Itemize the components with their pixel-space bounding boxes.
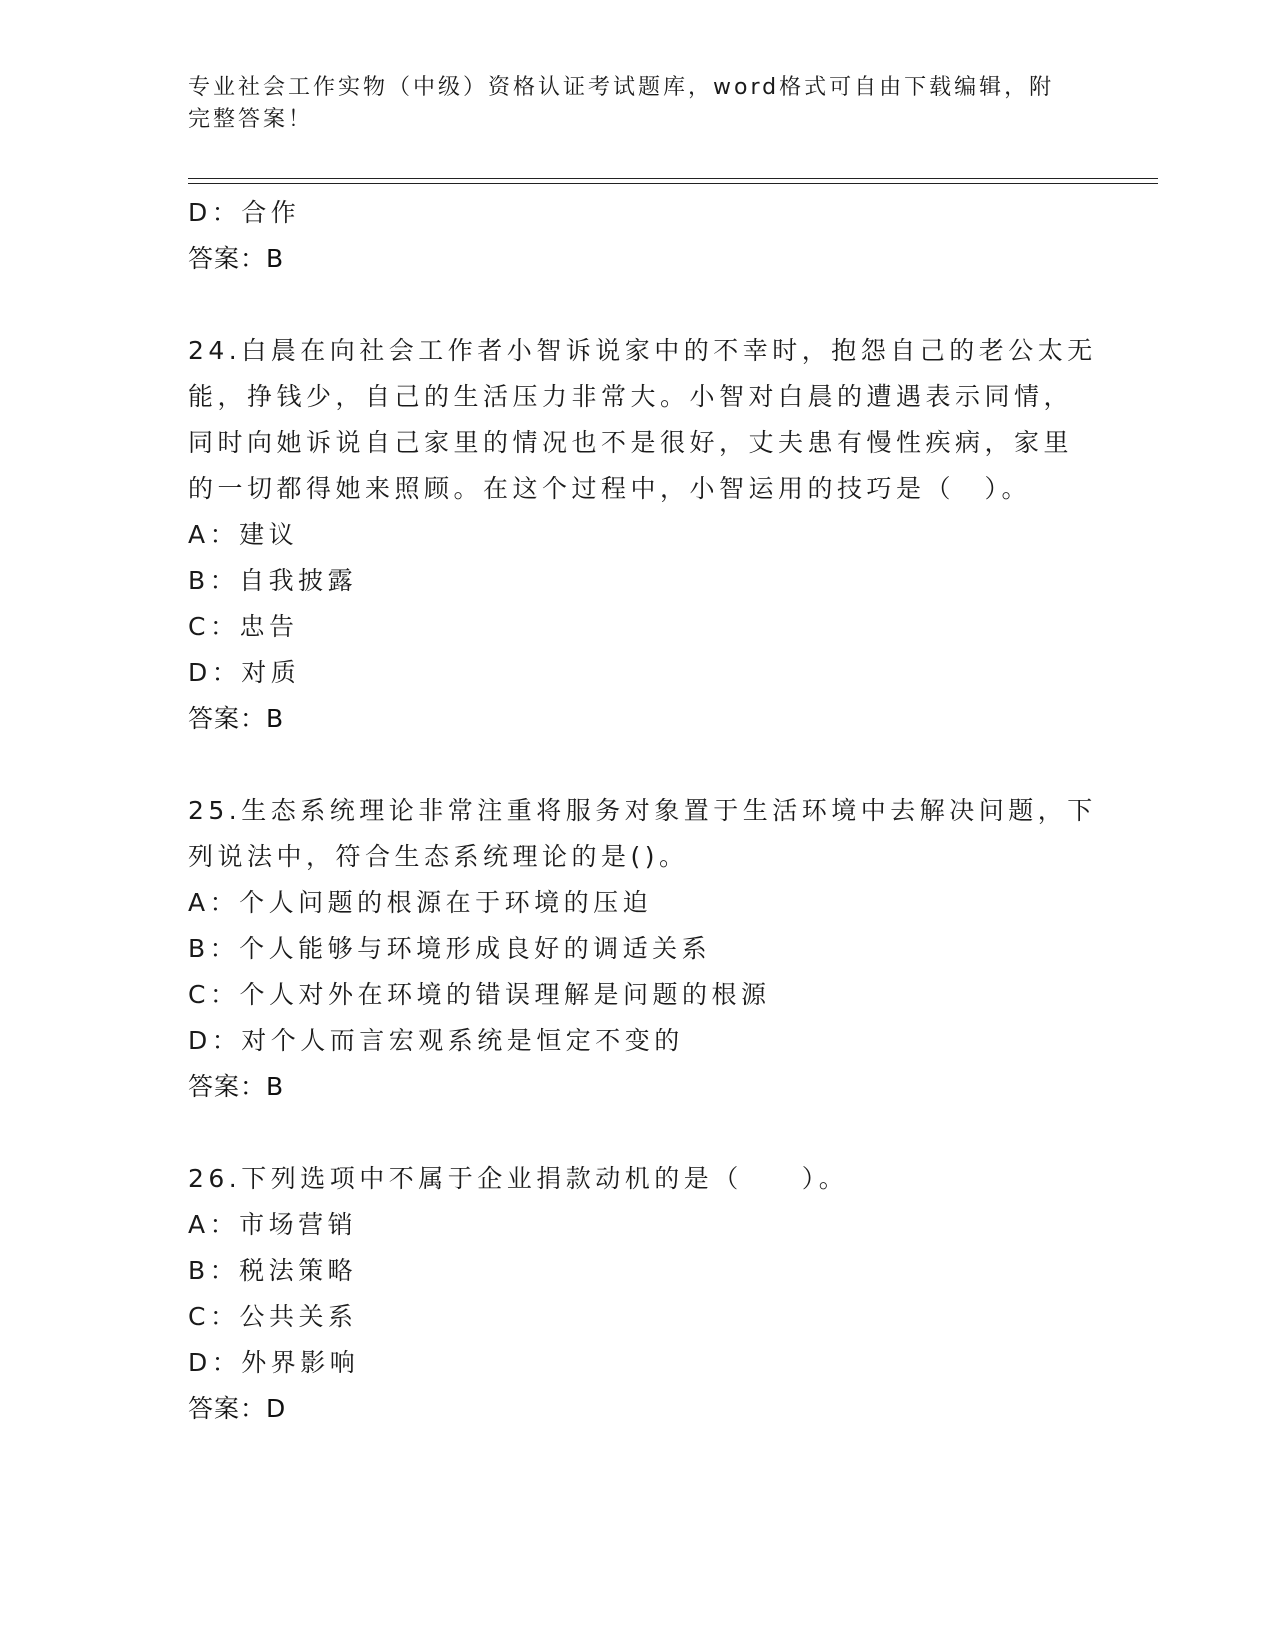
header-divider-top — [188, 178, 1158, 179]
answer-line: 答案：B — [188, 704, 285, 733]
option-c: C：忠告 — [188, 612, 299, 641]
option-d: D：外界影响 — [188, 1348, 360, 1377]
question-stem-line: 能，挣钱少，自己的生活压力非常大。小智对白晨的遭遇表示同情， — [188, 382, 1074, 411]
option-a: A：建议 — [188, 520, 299, 549]
spacer — [188, 282, 1088, 328]
spacer — [188, 742, 1088, 788]
question-stem-line: 24.白晨在向社会工作者小智诉说家中的不幸时，抱怨自己的老公太无 — [188, 336, 1097, 365]
answer-line: 答案：B — [188, 1072, 285, 1101]
option-d: D：对个人而言宏观系统是恒定不变的 — [188, 1026, 684, 1055]
option-c: C：公共关系 — [188, 1302, 358, 1331]
question-stem-line: 25.生态系统理论非常注重将服务对象置于生活环境中去解决问题，下 — [188, 796, 1097, 825]
header-divider-bottom — [188, 183, 1158, 184]
answer-line: 答案：D — [188, 1394, 287, 1423]
question-stem-line: 列说法中，符合生态系统理论的是()。 — [188, 842, 689, 871]
option-b: B：个人能够与环境形成良好的调适关系 — [188, 934, 712, 963]
question-stem-line: 同时向她诉说自己家里的情况也不是很好，丈夫患有慢性疾病，家里 — [188, 428, 1074, 457]
page-header — [188, 72, 1068, 136]
question-24 — [188, 328, 1097, 742]
option-a: A：个人问题的根源在于环境的压迫 — [188, 888, 653, 917]
option-d: D：对质 — [188, 658, 301, 687]
answer-line: 答案：B — [188, 244, 285, 273]
spacer — [188, 1110, 1088, 1156]
option-b: B：税法策略 — [188, 1256, 358, 1285]
question-stem-line: 的一切都得她来照顾。在这个过程中，小智运用的技巧是（ ）。 — [188, 474, 1032, 503]
header-title: 专业社会工作实物（中级）资格认证考试题库，word格式可自由下载编辑，附完整答案！ — [188, 75, 1055, 132]
document-body — [188, 190, 1097, 1432]
option-a: A：市场营销 — [188, 1210, 358, 1239]
option-b: B：自我披露 — [188, 566, 358, 595]
option-d: D：合作 — [188, 198, 301, 227]
question-25 — [188, 788, 1097, 1110]
question-stem-line: 26.下列选项中不属于企业捐款动机的是（ ）。 — [188, 1164, 849, 1193]
question-26 — [188, 1156, 1088, 1432]
option-c: C：个人对外在环境的错误理解是问题的根源 — [188, 980, 771, 1009]
